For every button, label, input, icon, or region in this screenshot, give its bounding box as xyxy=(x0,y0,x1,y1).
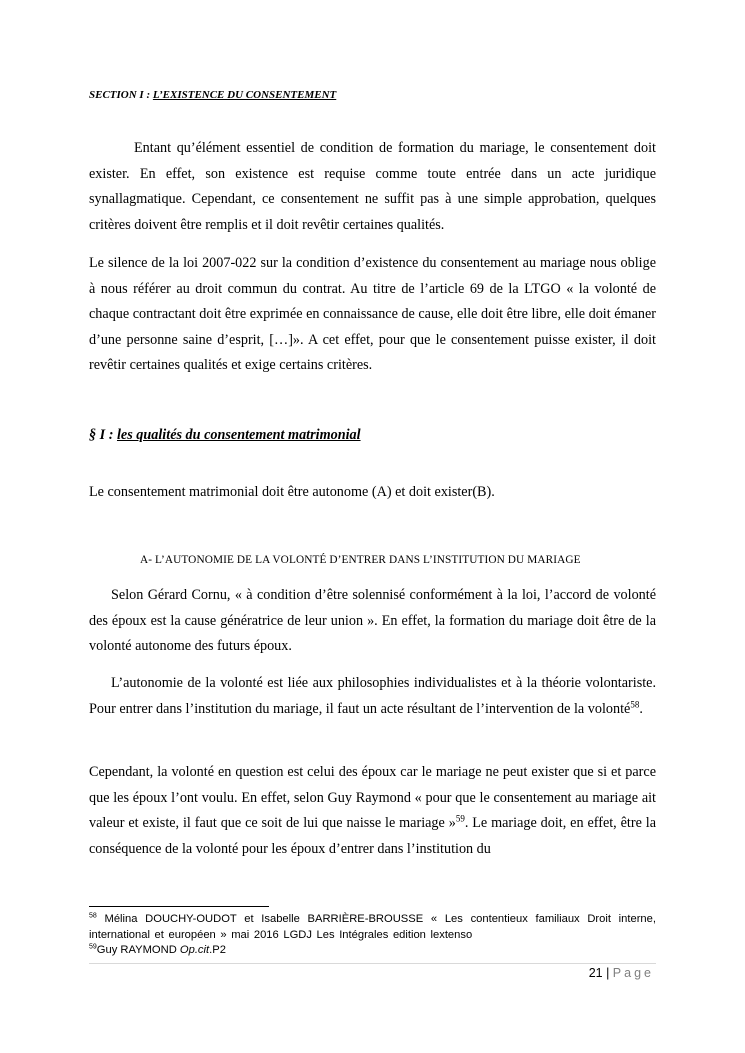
page-separator: | xyxy=(602,966,613,980)
paragraph-6-end: . Le mariage doit, en effet, être la conséquence de la volonté pour les époux d’entrer dans l’institution du xyxy=(89,815,657,857)
footnote-ref-58[interactable]: 58 xyxy=(630,698,640,709)
paragraph-5-text: L’autonomie de la volonté est liée aux philosophies individualistes et à la théorie volontariste. Pour entrer dans l’institution du mariage, il faut un acte résultant de l’intervention de la volonté xyxy=(89,675,656,717)
section-prefix: SECTION I : xyxy=(89,89,153,101)
subsection-title: les qualités du consentement matrimonial xyxy=(116,427,361,443)
page-number: 21 xyxy=(588,966,603,980)
page-label: Page xyxy=(612,966,654,980)
subsection-heading xyxy=(89,427,361,444)
paragraph-4 xyxy=(89,583,656,660)
heading-a: A- L’AUTONOMIE DE LA VOLONTÉ D’ENTRER DANS L’INSTITUTION DU MARIAGE xyxy=(140,554,581,566)
page-footer xyxy=(589,966,654,980)
footnote-ref-59[interactable]: 59 xyxy=(455,813,465,824)
paragraph-5 xyxy=(89,671,656,722)
paragraph-6-text: Cependant, la volonté en question est celui des époux car le mariage ne peut exister que si et parce que les époux l’ont voulu. En effet, selon Guy Raymond « pour que le consentement au mariage ait valeur et existe, il faut que ce soit de lui que naisse le mariage » xyxy=(89,764,656,831)
subsection-prefix: § I : xyxy=(89,427,117,443)
paragraph-5-end: . xyxy=(639,700,643,717)
footnote-59-number: 59 xyxy=(89,943,97,951)
paragraph-3: Le consentement matrimonial doit être autonome (A) et doit exister(B). xyxy=(89,484,495,500)
footnote-59 xyxy=(89,943,656,959)
footnote-59-tail: .P2 xyxy=(209,944,226,956)
paragraph-2: Le silence de la loi 2007-022 sur la condition d’existence du consentement au mariage nous oblige à nous référer au droit commun du contrat. Au titre de l’article 69 de la LTGO « la volonté de chaque contractant doit être exprimée en connaissance de cause, elle doit être libre, elle doit émaner d’une personne saine d’esprit, […]». A cet effet, pour que le consentement puisse exister, il doit revêtir certaines qualités et exige certains critères. xyxy=(89,255,656,373)
footnote-58-number: 58 xyxy=(89,912,97,920)
footnote-59-italic: Op.cit xyxy=(179,944,210,956)
section-heading xyxy=(89,89,336,101)
paragraph-1: Entant qu’élément essentiel de condition de formation du mariage, le consentement doit exister. En effet, son existence est requise comme toute entrée dans un acte juridique synallagmatique. Cependant, ce consentement ne suffit pas à une simple approbation, quelques critères doivent être remplis et il doit revêtir certaines qualités. xyxy=(89,140,656,233)
footnote-58-text: Mélina DOUCHY-OUDOT et Isabelle BARRIÈRE-BROUSSE « Les contentieux familiaux Droit interne, international et européen » mai 2016 LGDJ Les Intégrales edition lextenso xyxy=(89,913,656,941)
section-title: L’EXISTENCE DU CONSENTEMENT xyxy=(152,89,337,101)
footnote-59-text: Guy RAYMOND xyxy=(96,944,180,956)
footnote-separator xyxy=(89,906,269,907)
footnotes xyxy=(89,912,656,959)
footer-rule xyxy=(89,963,656,964)
paragraph-6 xyxy=(89,760,656,862)
paragraph-4-text: Selon Gérard Cornu, « à condition d’être solennisé conformément à la loi, l’accord de volonté des époux est la cause génératrice de leur union ». En effet, la formation du mariage doit être de la volonté autonome des futurs époux. xyxy=(89,587,656,654)
footnote-58 xyxy=(89,912,656,943)
